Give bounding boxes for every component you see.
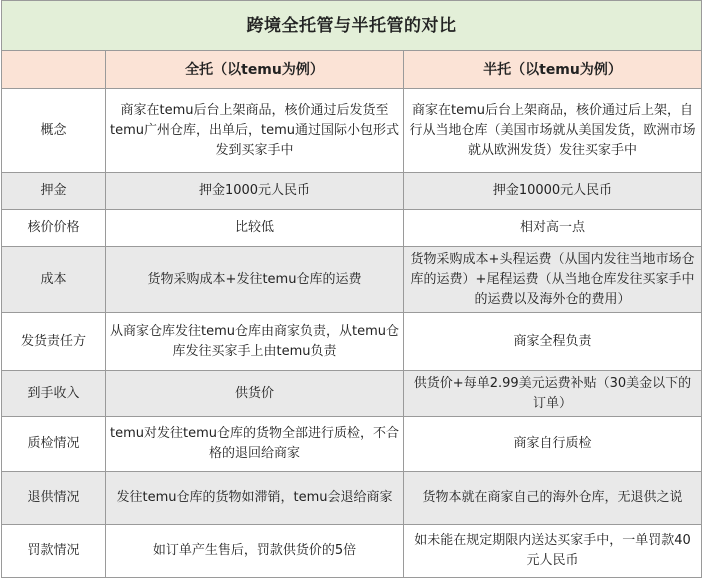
table-row <box>2 417 702 472</box>
header-empty <box>2 51 106 89</box>
row-label-income: 到手收入 <box>2 371 106 417</box>
table-row <box>2 210 702 247</box>
row-label-deposit: 押金 <box>2 173 106 210</box>
header-semi-managed: 半托（以temu为例） <box>404 51 702 89</box>
full-return-cell: 发往temu仓库的货物如滞销，temu会退给商家 <box>106 472 404 525</box>
full-quality-cell: temu对发往temu仓库的货物全部进行质检，不合格的退回给商家 <box>106 417 404 472</box>
title-row <box>2 1 702 51</box>
table-row <box>2 371 702 417</box>
table-row <box>2 525 702 578</box>
row-label-concept: 概念 <box>2 89 106 173</box>
header-row <box>2 51 702 89</box>
row-label-cost: 成本 <box>2 247 106 313</box>
full-income-cell: 供货价 <box>106 371 404 417</box>
row-label-penalty: 罚款情况 <box>2 525 106 578</box>
semi-penalty-cell: 如未能在规定期限内送达买家手中，一单罚款40元人民币 <box>404 525 702 578</box>
semi-pricing-cell: 相对高一点 <box>404 210 702 247</box>
row-label-quality-check: 质检情况 <box>2 417 106 472</box>
full-penalty-cell: 如订单产生售后，罚款供货价的5倍 <box>106 525 404 578</box>
row-label-return: 退供情况 <box>2 472 106 525</box>
semi-shipping-cell: 商家全程负责 <box>404 313 702 371</box>
full-pricing-cell: 比较低 <box>106 210 404 247</box>
semi-cost-cell: 货物采购成本+头程运费（从国内发往当地市场仓库的运费）+尾程运费（从当地仓库发往买家手中的运费以及海外仓的费用） <box>404 247 702 313</box>
semi-deposit-cell: 押金10000元人民币 <box>404 173 702 210</box>
table-row <box>2 173 702 210</box>
semi-income-cell: 供货价+每单2.99美元运费补贴（30美金以下的订单） <box>404 371 702 417</box>
row-label-shipping-responsibility: 发货责任方 <box>2 313 106 371</box>
semi-concept-cell: 商家在temu后台上架商品，核价通过后上架，自行从当地仓库（美国市场就从美国发货，欧洲市场就从欧洲发货）发往买家手中 <box>404 89 702 173</box>
semi-return-cell: 货物本就在商家自己的海外仓库，无退供之说 <box>404 472 702 525</box>
full-concept-cell: 商家在temu后台上架商品，核价通过后发货至temu广州仓库，出单后，temu通过国际小包形式发到买家手中 <box>106 89 404 173</box>
full-cost-cell: 货物采购成本+发往temu仓库的运费 <box>106 247 404 313</box>
full-deposit-cell: 押金1000元人民币 <box>106 173 404 210</box>
table-row <box>2 313 702 371</box>
full-shipping-cell: 从商家仓库发往temu仓库由商家负责，从temu仓库发往买家手上由temu负责 <box>106 313 404 371</box>
semi-quality-cell: 商家自行质检 <box>404 417 702 472</box>
table-row <box>2 472 702 525</box>
row-label-pricing: 核价价格 <box>2 210 106 247</box>
table-row <box>2 89 702 173</box>
table-row <box>2 247 702 313</box>
comparison-table <box>1 0 702 578</box>
table-title: 跨境全托管与半托管的对比 <box>2 1 702 51</box>
header-full-managed: 全托（以temu为例） <box>106 51 404 89</box>
